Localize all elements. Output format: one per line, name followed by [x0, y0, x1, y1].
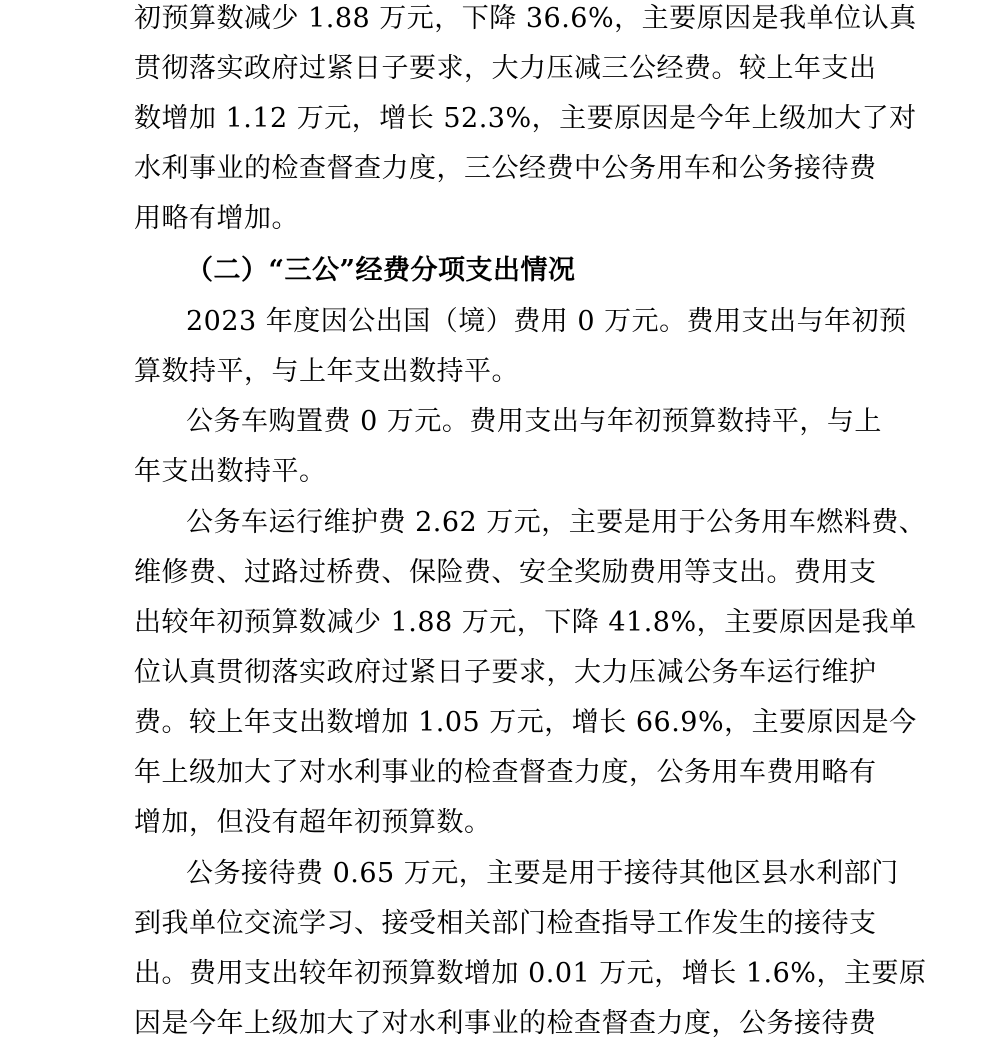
paragraph-line: 出。费用支出较年初预算数增加 0.01 万元，增长 1.6%，主要原: [134, 958, 927, 989]
paragraph-line: 维修费、过路过桥费、保险费、安全奖励费用等支出。费用支: [134, 557, 877, 588]
paragraph-line: 公务接待费 0.65 万元，主要是用于接待其他区县水利部门: [186, 858, 899, 889]
paragraph-line: 用略有增加。: [134, 203, 299, 234]
paragraph-line: 初预算数减少 1.88 万元，下降 36.6%，主要原因是我单位认真: [134, 3, 917, 34]
paragraph-line: 数增加 1.12 万元，增长 52.3%，主要原因是今年上级加大了对: [134, 103, 917, 134]
paragraph-line: 算数持平，与上年支出数持平。: [134, 356, 519, 387]
paragraph-line: 2023 年度因公出国（境）费用 0 万元。费用支出与年初预: [186, 306, 907, 337]
paragraph-line: 公务车运行维护费 2.62 万元，主要是用于公务用车燃料费、: [186, 507, 927, 538]
paragraph-line: 到我单位交流学习、接受相关部门检查指导工作发生的接待支: [134, 908, 877, 939]
paragraph-line: 增加，但没有超年初预算数。: [134, 807, 492, 838]
paragraph-line: 位认真贯彻落实政府过紧日子要求，大力压减公务车运行维护: [134, 657, 877, 688]
paragraph-line: 出较年初预算数减少 1.88 万元，下降 41.8%，主要原因是我单: [134, 607, 917, 638]
paragraph-line: 水利事业的检查督查力度，三公经费中公务用车和公务接待费: [134, 153, 877, 184]
paragraph-line: 年支出数持平。: [134, 456, 327, 487]
paragraph-line: 费。较上年支出数增加 1.05 万元，增长 66.9%，主要原因是今: [134, 707, 917, 738]
paragraph-line: 因是今年上级加大了对水利事业的检查督查力度，公务接待费: [134, 1008, 877, 1039]
paragraph-line: 年上级加大了对水利事业的检查督查力度，公务用车费用略有: [134, 757, 877, 788]
paragraph-line: 公务车购置费 0 万元。费用支出与年初预算数持平，与上: [186, 406, 882, 437]
section-heading: （二）“三公”经费分项支出情况: [186, 255, 576, 286]
paragraph-line: 贯彻落实政府过紧日子要求，大力压减三公经费。较上年支出: [134, 53, 877, 84]
